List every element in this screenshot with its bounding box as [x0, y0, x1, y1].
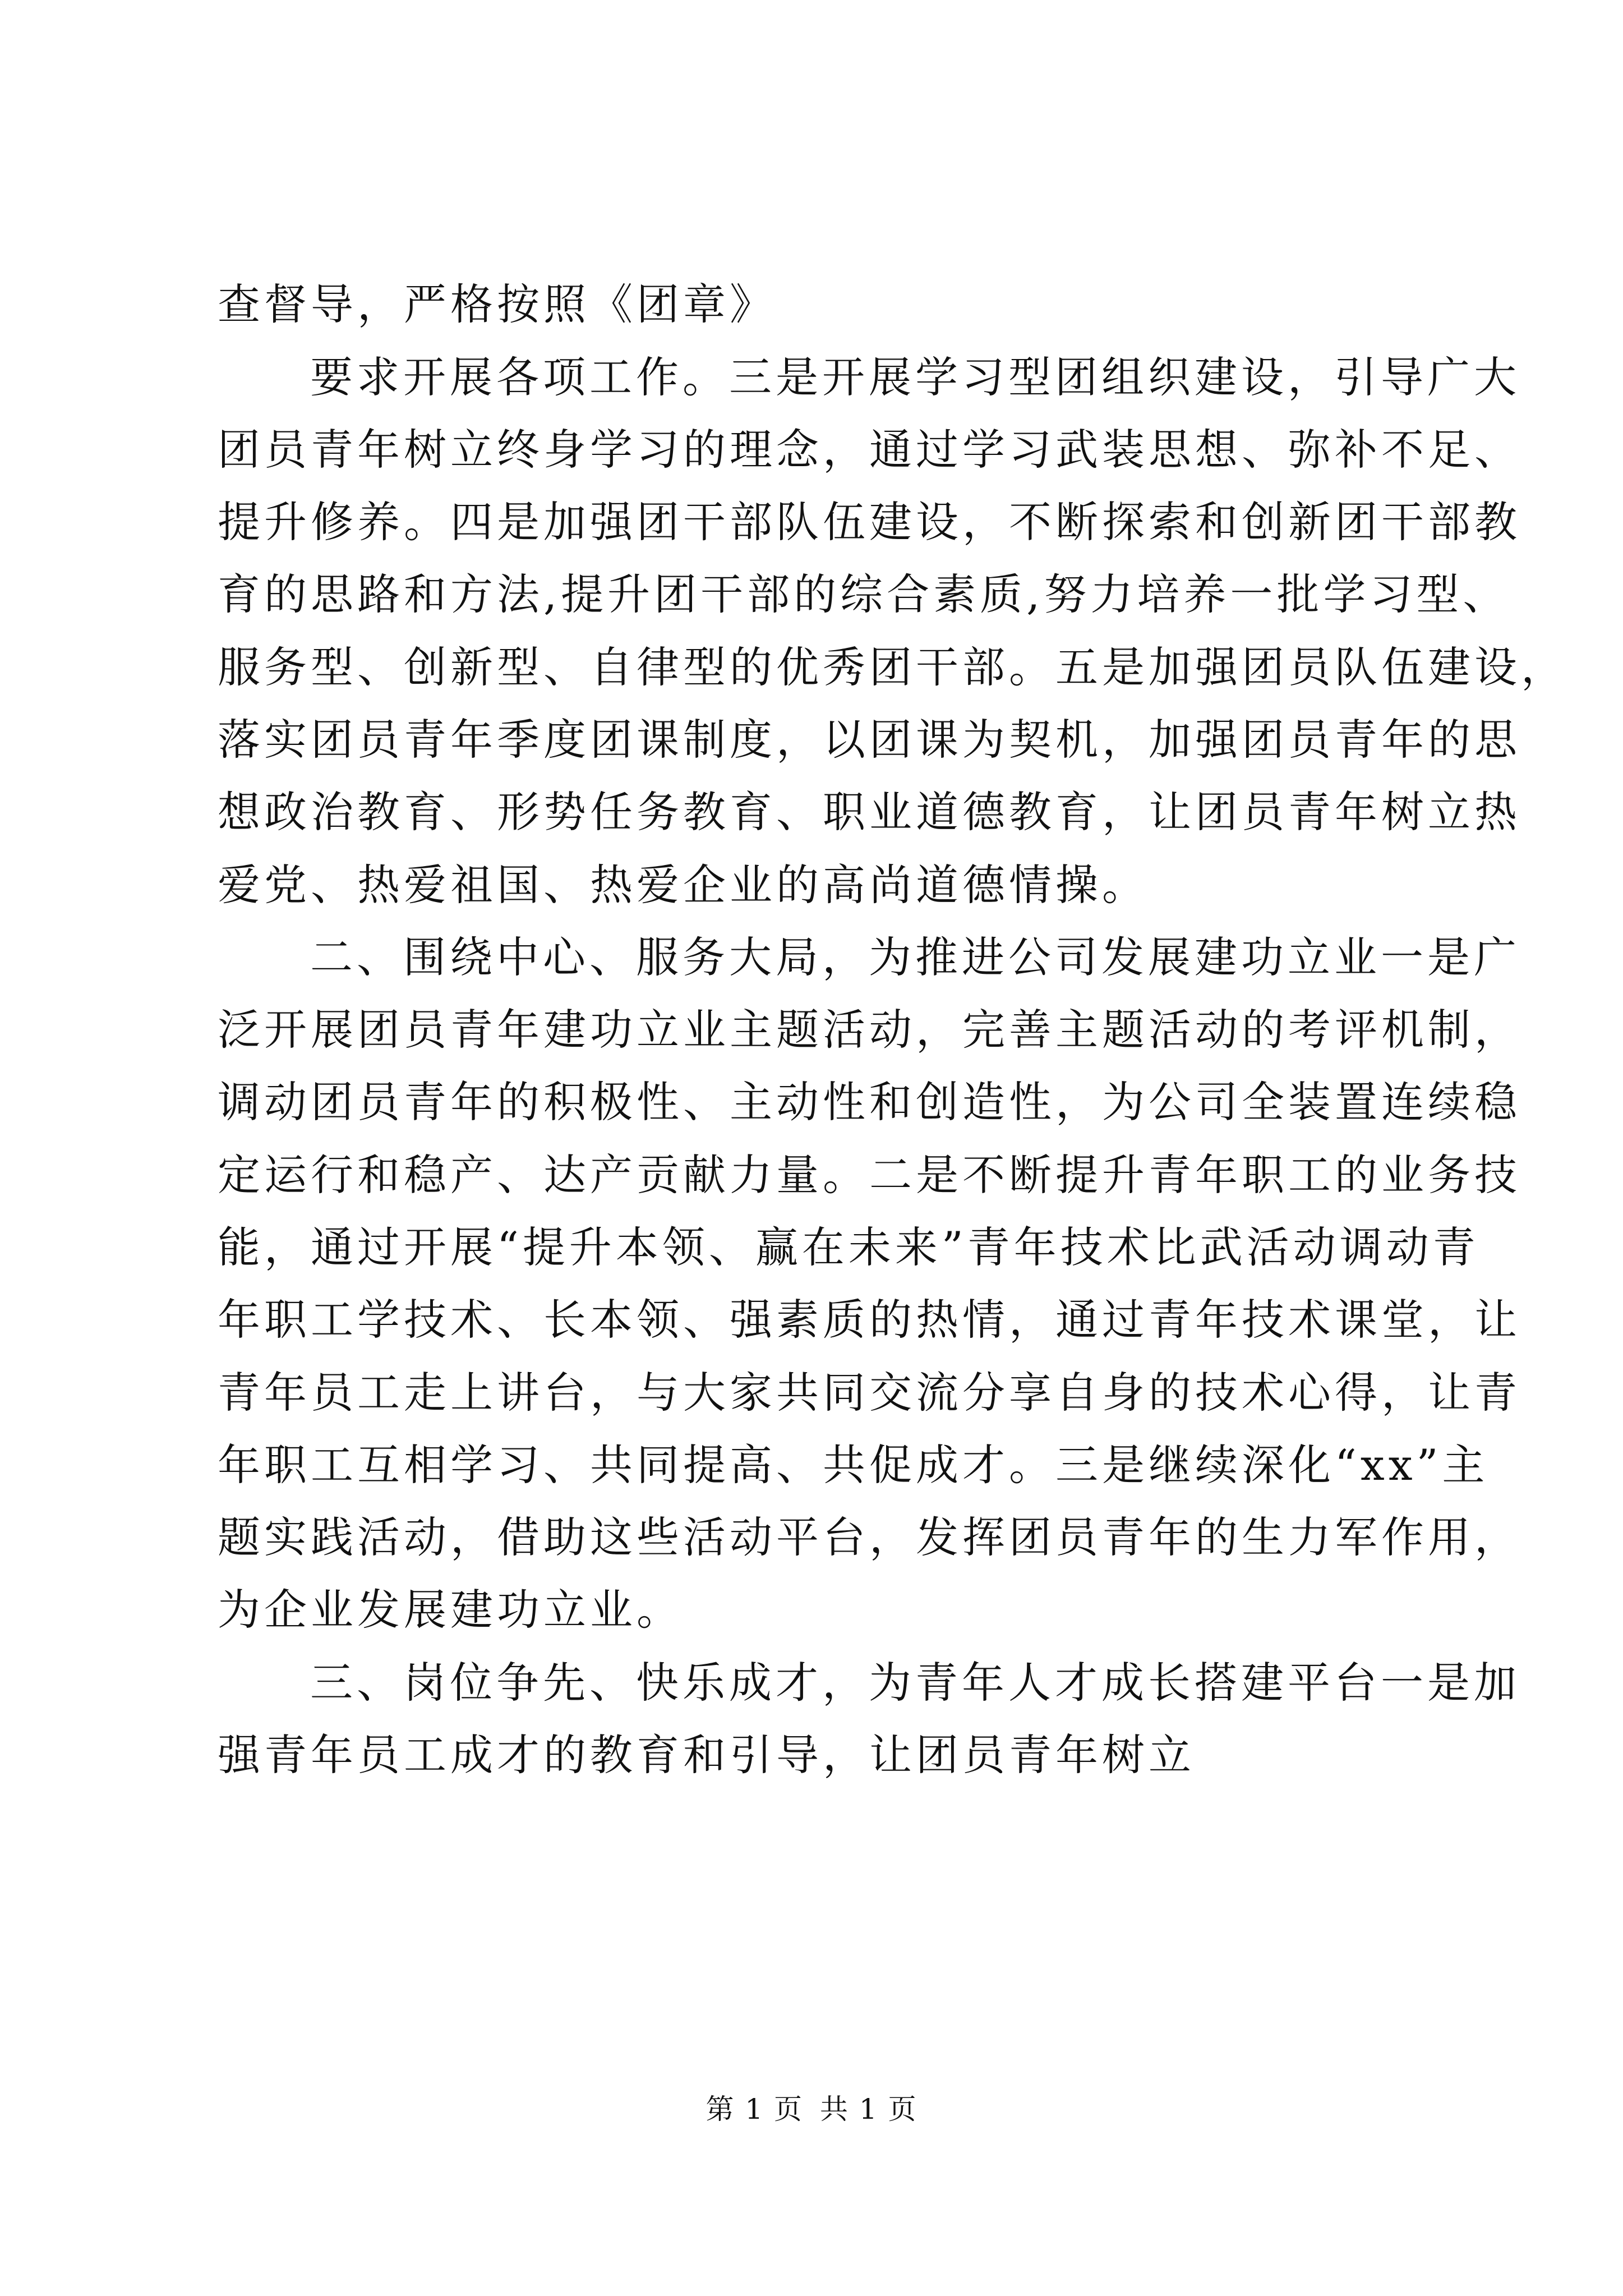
text-line: 想政治教育、形势任务教育、职业道德教育，让团员青年树立热 [218, 787, 1521, 837]
text-line: 青年员工走上讲台，与大家共同交流分享自身的技术心得，让青 [218, 1368, 1521, 1418]
section-heading-three: 三、岗位争先、快乐成才，为青年人才成长搭建平台一是加 [310, 1658, 1520, 1708]
text-line: 查督导，严格按照《团章》 [218, 279, 776, 329]
text-line: 强青年员工成才的教育和引导，让团员青年树立 [218, 1730, 1195, 1780]
text-line: 服务型、创新型、自律型的优秀团干部。五是加强团员队伍建设， [218, 642, 1567, 692]
text-line: 能，通过开展“提升本领、赢在未来”青年技术比武活动调动青 [218, 1222, 1479, 1272]
text-line: 团员青年树立终身学习的理念，通过学习武装思想、弥补不足、 [218, 425, 1521, 475]
text-line: 育的思路和方法,提升团干部的综合素质,努力培养一批学习型、 [218, 569, 1510, 619]
paragraph-first-line: 要求开展各项工作。三是开展学习型团组织建设，引导广大 [310, 352, 1520, 402]
page-footer [0, 2087, 1623, 2132]
section-heading-two: 二、围绕中心、服务大局，为推进公司发展建功立业一是广 [310, 932, 1520, 982]
text-line: 为企业发展建功立业。 [218, 1585, 683, 1635]
text-line: 定运行和稳产、达产贡献力量。二是不断提升青年职工的业务技 [218, 1150, 1521, 1200]
page-number: 第 1 页 [706, 2093, 804, 2125]
text-line: 年职工互相学习、共同提高、共促成才。三是继续深化“xx”主 [218, 1440, 1489, 1490]
text-line: 年职工学技术、长本领、强素质的热情，通过青年技术课堂，让 [218, 1295, 1521, 1345]
text-line: 爱党、热爱祖国、热爱企业的高尚道德情操。 [218, 860, 1149, 910]
text-line: 调动团员青年的积极性、主动性和创造性，为公司全装置连续稳 [218, 1077, 1521, 1127]
text-line: 落实团员青年季度团课制度，以团课为契机，加强团员青年的思 [218, 715, 1521, 765]
text-line: 提升修养。四是加强团干部队伍建设，不断探索和创新团干部教 [218, 497, 1521, 547]
text-line: 泛开展团员青年建功立业主题活动，完善主题活动的考评机制， [218, 1005, 1521, 1055]
page-total: 共 1 页 [819, 2093, 917, 2125]
text-line: 题实践活动，借助这些活动平台，发挥团员青年的生力军作用， [218, 1512, 1521, 1562]
